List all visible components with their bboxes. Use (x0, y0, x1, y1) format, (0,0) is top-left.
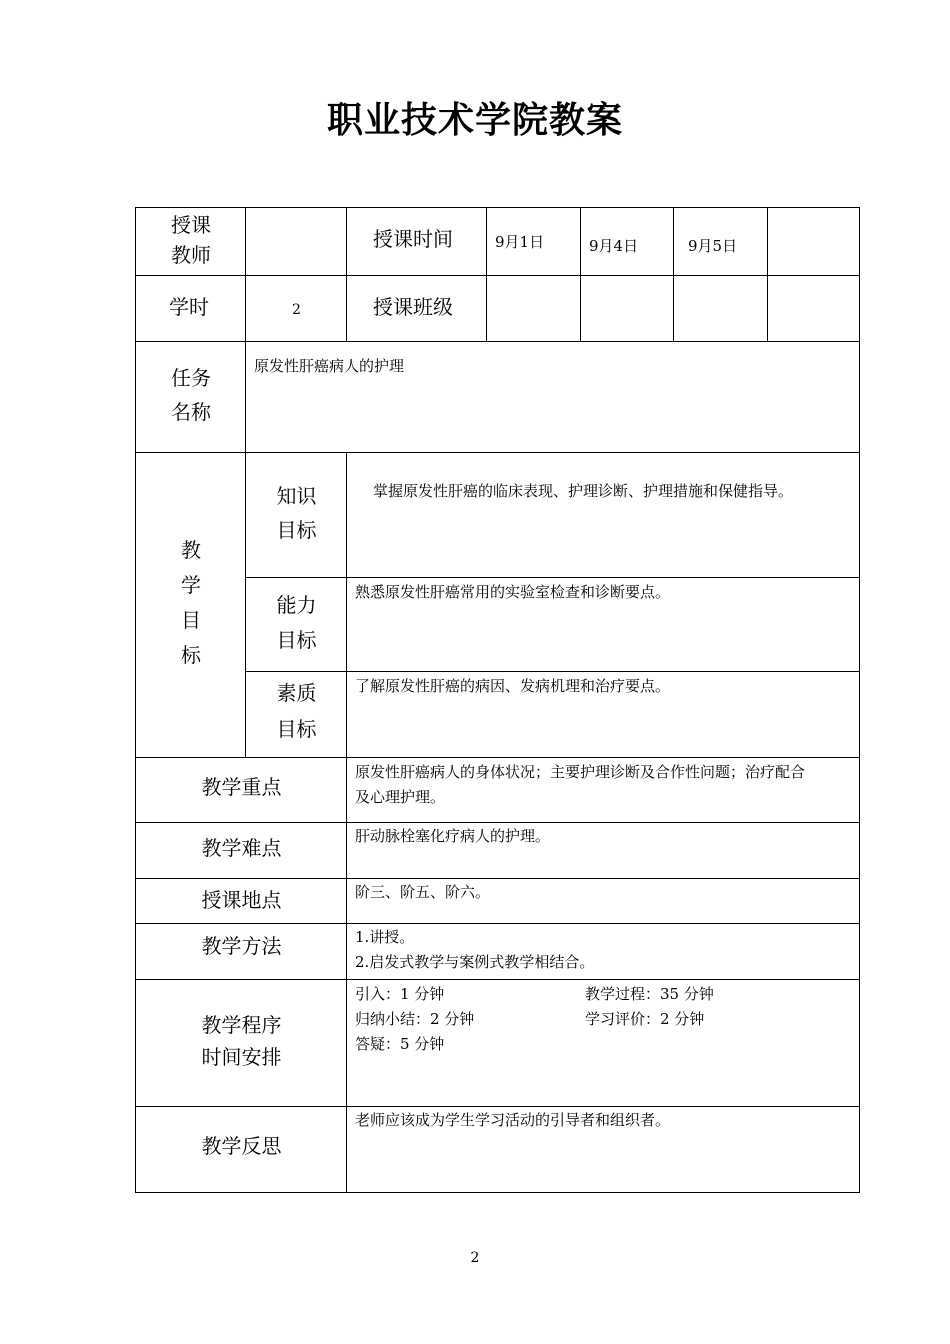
key-points-line2: 及心理护理。 (355, 788, 446, 806)
key-points-line1: 原发性肝癌病人的身体状况；主要护理诊断及合作性问题；治疗配合 (355, 763, 806, 781)
difficulties-label: 教学难点 (201, 836, 282, 860)
teacher-value-cell (245, 207, 347, 276)
methods-label: 教学方法 (201, 934, 282, 958)
knowledge-value-cell (346, 452, 860, 578)
schedule-intro: 引入：1 分钟 (355, 985, 445, 1003)
difficulties-label-cell (135, 822, 347, 879)
reflection-label-cell (135, 1106, 347, 1193)
date-cell-3 (673, 207, 768, 276)
schedule-qa: 答疑：5 分钟 (355, 1035, 445, 1053)
date-2: 9月4日 (589, 237, 639, 255)
page-number: 2 (470, 1250, 480, 1266)
ability-value-cell (346, 577, 860, 672)
schedule-process: 教学过程：35 分钟 (585, 985, 714, 1003)
date-cell-1 (486, 207, 581, 276)
knowledge-label-line2: 目标 (276, 518, 317, 542)
reflection-value: 老师应该成为学生学习活动的引导者和组织者。 (355, 1111, 671, 1129)
date-3: 9月5日 (688, 237, 738, 255)
class-cell-2 (580, 275, 674, 342)
quality-label-line1: 素质 (276, 681, 317, 705)
reflection-label: 教学反思 (201, 1134, 282, 1158)
class-cell-3 (673, 275, 768, 342)
location-label: 授课地点 (201, 888, 282, 912)
task-label-line1: 任务 (171, 366, 211, 390)
task-label-cell (135, 341, 246, 453)
hours-label-cell (135, 275, 246, 342)
teacher-label-line1: 授课 (171, 213, 211, 237)
schedule-label-line2: 时间安排 (201, 1045, 282, 1069)
schedule-label-line1: 教学程序 (201, 1013, 282, 1037)
key-points-value-cell (346, 757, 860, 823)
hours-label: 学时 (169, 295, 209, 319)
ability-value: 熟悉原发性肝癌常用的实验室检查和诊断要点。 (355, 583, 671, 601)
date-1: 9月1日 (495, 233, 545, 251)
knowledge-label-cell (245, 452, 347, 578)
schedule-label-cell (135, 979, 347, 1107)
ability-label-cell (245, 577, 347, 672)
hours-value-cell (245, 275, 347, 342)
page-title: 职业技术学院教案 (326, 100, 623, 141)
time-label: 授课时间 (373, 227, 453, 251)
schedule-evaluation: 学习评价：2 分钟 (585, 1010, 705, 1028)
location-label-cell (135, 878, 347, 924)
objectives-label-char2: 学 (181, 573, 201, 597)
time-label-cell (346, 207, 487, 276)
ability-label-line2: 目标 (276, 628, 317, 652)
methods-value-cell (346, 923, 860, 980)
key-points-label: 教学重点 (201, 775, 282, 799)
objectives-label-char4: 标 (181, 643, 201, 667)
quality-value-cell (346, 671, 860, 758)
date-cell-2 (580, 207, 674, 276)
schedule-summary: 归纳小结：2 分钟 (355, 1010, 475, 1028)
methods-line2: 2.启发式教学与案例式教学相结合。 (355, 953, 595, 971)
key-points-label-cell (135, 757, 347, 823)
difficulties-value: 肝动脉栓塞化疗病人的护理。 (355, 827, 551, 845)
methods-line1: 1.讲授。 (355, 928, 415, 946)
location-value-cell (346, 878, 860, 924)
lesson-plan-table (135, 207, 860, 1193)
quality-label-cell (245, 671, 347, 758)
methods-label-cell (135, 923, 347, 980)
difficulties-value-cell (346, 822, 860, 879)
ability-label-line1: 能力 (276, 593, 317, 617)
task-value: 原发性肝癌病人的护理 (254, 357, 405, 375)
location-value: 阶三、阶五、阶六。 (355, 883, 491, 901)
class-label: 授课班级 (373, 295, 453, 319)
task-label-line2: 名称 (171, 400, 211, 424)
teacher-label-line2: 教师 (171, 243, 211, 267)
objectives-label-char1: 教 (181, 538, 201, 562)
class-cell-4 (767, 275, 860, 342)
hours-value: 2 (292, 302, 301, 318)
knowledge-value: 掌握原发性肝癌的临床表现、护理诊断、护理措施和保健指导。 (373, 482, 794, 500)
quality-value: 了解原发性肝癌的病因、发病机理和治疗要点。 (355, 677, 671, 695)
teacher-label-cell (135, 207, 246, 276)
knowledge-label-line1: 知识 (276, 484, 317, 508)
objectives-label-char3: 目 (181, 608, 201, 632)
quality-label-line2: 目标 (276, 717, 317, 741)
task-value-cell (245, 341, 860, 453)
date-cell-4 (767, 207, 860, 276)
reflection-value-cell (346, 1106, 860, 1193)
class-cell-1 (486, 275, 581, 342)
schedule-value-cell (346, 979, 860, 1107)
objectives-label-cell (135, 452, 246, 758)
class-label-cell (346, 275, 487, 342)
